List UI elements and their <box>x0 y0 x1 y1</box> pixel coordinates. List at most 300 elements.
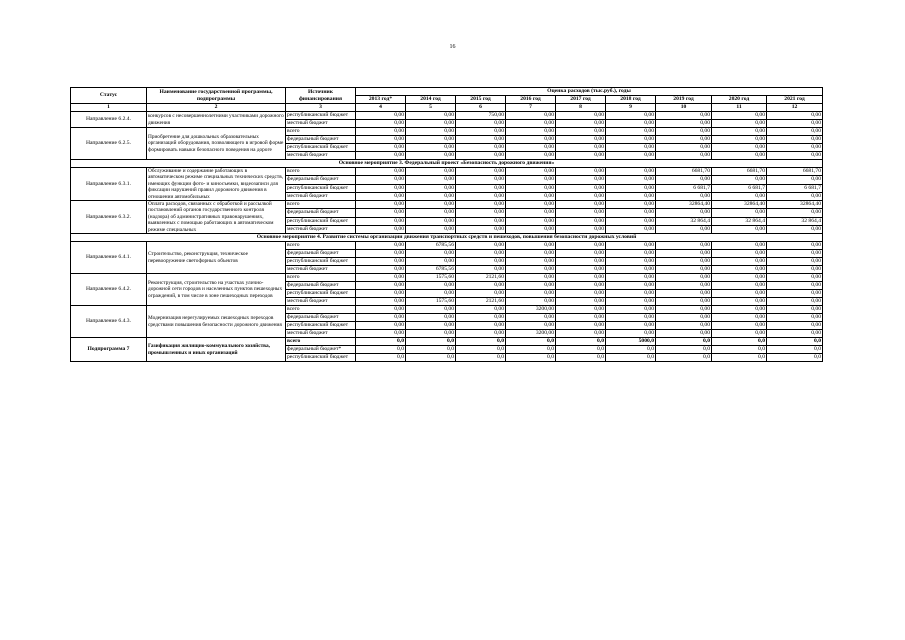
amount-cell: 0,00 <box>356 225 406 233</box>
column-number: 12 <box>767 104 823 112</box>
amount-cell: 0,00 <box>556 330 606 338</box>
amount-cell: 0,00 <box>606 282 656 290</box>
table-row <box>71 274 823 282</box>
amount-cell: 0,0 <box>656 346 712 354</box>
amount-cell: 0,00 <box>767 314 823 322</box>
amount-cell: 0,00 <box>356 112 406 120</box>
amount-cell: 0,00 <box>456 176 506 184</box>
amount-cell: 0,0 <box>456 338 506 346</box>
header-numbers-row <box>71 104 823 112</box>
amount-cell: 0,0 <box>656 338 712 346</box>
row-status: Направление 6.2.5. <box>71 128 147 160</box>
column-number: 1 <box>71 104 147 112</box>
amount-cell: 0,0 <box>456 346 506 354</box>
funding-source: всего <box>286 274 356 282</box>
amount-cell: 0,0 <box>606 346 656 354</box>
amount-cell: 0,00 <box>767 282 823 290</box>
amount-cell: 0,00 <box>606 112 656 120</box>
amount-cell: 0,00 <box>556 282 606 290</box>
amount-cell: 0,00 <box>656 242 712 250</box>
amount-cell: 0,00 <box>556 168 606 176</box>
amount-cell: 0,00 <box>556 306 606 314</box>
amount-cell: 0,00 <box>767 242 823 250</box>
amount-cell: 2121,60 <box>456 298 506 306</box>
amount-cell: 0,00 <box>656 136 712 144</box>
amount-cell: 0,00 <box>406 176 456 184</box>
amount-cell: 0,00 <box>712 192 767 200</box>
amount-cell: 0,00 <box>356 120 406 128</box>
amount-cell: 0,00 <box>656 314 712 322</box>
amount-cell: 0,00 <box>406 136 456 144</box>
funding-source: местный бюджет <box>286 152 356 160</box>
column-number: 3 <box>286 104 356 112</box>
amount-cell: 0,00 <box>556 136 606 144</box>
amount-cell: 0,00 <box>456 225 506 233</box>
amount-cell: 0,00 <box>606 192 656 200</box>
amount-cell: 0,00 <box>356 128 406 136</box>
funding-source: республиканский бюджет <box>286 112 356 120</box>
amount-cell: 0,0 <box>556 354 606 362</box>
column-number: 9 <box>606 104 656 112</box>
header-year: 2019 год <box>656 96 712 104</box>
amount-cell: 0,00 <box>406 322 456 330</box>
amount-cell: 0,00 <box>406 258 456 266</box>
amount-cell: 0,00 <box>712 225 767 233</box>
amount-cell: 0,00 <box>456 306 506 314</box>
amount-cell: 0,00 <box>712 258 767 266</box>
amount-cell: 0,0 <box>406 354 456 362</box>
amount-cell: 0,0 <box>506 354 556 362</box>
amount-cell: 32 864,4 <box>656 217 712 225</box>
amount-cell: 0,00 <box>656 290 712 298</box>
amount-cell: 0,00 <box>456 266 506 274</box>
amount-cell: 0,00 <box>456 128 506 136</box>
amount-cell: 750,00 <box>456 112 506 120</box>
amount-cell: 1575,60 <box>406 298 456 306</box>
funding-source: федеральный бюджет <box>286 176 356 184</box>
amount-cell: 0,00 <box>606 266 656 274</box>
amount-cell: 0,00 <box>656 192 712 200</box>
amount-cell: 32 864,4 <box>712 217 767 225</box>
amount-cell: 0,00 <box>606 201 656 209</box>
amount-cell: 0,00 <box>356 298 406 306</box>
amount-cell: 0,00 <box>506 209 556 217</box>
amount-cell: 0,00 <box>356 152 406 160</box>
amount-cell: 0,00 <box>356 290 406 298</box>
amount-cell: 2121,60 <box>456 274 506 282</box>
amount-cell: 0,00 <box>656 274 712 282</box>
amount-cell: 5000,0 <box>606 338 656 346</box>
amount-cell: 0,00 <box>712 176 767 184</box>
amount-cell: 0,00 <box>656 266 712 274</box>
amount-cell: 0,00 <box>656 152 712 160</box>
funding-source: федеральный бюджет <box>286 314 356 322</box>
amount-cell: 0,00 <box>356 314 406 322</box>
column-number: 7 <box>506 104 556 112</box>
amount-cell: 0,00 <box>406 201 456 209</box>
header-estimate: Оценка расходов (тыс.руб.), годы <box>356 88 823 96</box>
amount-cell: 0,00 <box>656 176 712 184</box>
amount-cell: 0,00 <box>456 330 506 338</box>
amount-cell: 0,0 <box>767 338 823 346</box>
amount-cell: 0,00 <box>656 330 712 338</box>
funding-source: республиканский бюджет <box>286 184 356 192</box>
amount-cell: 0,00 <box>456 136 506 144</box>
amount-cell: 6785,56 <box>406 266 456 274</box>
amount-cell: 0,00 <box>456 290 506 298</box>
amount-cell: 0,00 <box>406 306 456 314</box>
amount-cell: 0,00 <box>606 322 656 330</box>
funding-source: всего <box>286 338 356 346</box>
funding-source: федеральный бюджет <box>286 282 356 290</box>
amount-cell: 0,00 <box>606 258 656 266</box>
amount-cell: 0,00 <box>656 209 712 217</box>
amount-cell: 0,00 <box>356 168 406 176</box>
amount-cell: 0,00 <box>656 282 712 290</box>
amount-cell: 0,00 <box>506 136 556 144</box>
row-status: Направление 6.4.2. <box>71 274 147 306</box>
header-year: 2015 год <box>456 96 506 104</box>
amount-cell: 0,00 <box>712 330 767 338</box>
amount-cell: 0,00 <box>406 314 456 322</box>
amount-cell: 0,00 <box>456 217 506 225</box>
amount-cell: 0,00 <box>556 242 606 250</box>
amount-cell: 0,00 <box>356 192 406 200</box>
amount-cell: 0,00 <box>606 120 656 128</box>
amount-cell: 0,00 <box>456 314 506 322</box>
amount-cell: 0,00 <box>556 120 606 128</box>
amount-cell: 0,00 <box>556 201 606 209</box>
amount-cell: 0,00 <box>456 152 506 160</box>
amount-cell: 0,00 <box>506 192 556 200</box>
row-status: Направление 6.4.3. <box>71 306 147 338</box>
header-row <box>71 88 823 96</box>
header-year: 2020 год <box>712 96 767 104</box>
row-program: Оплата расходов, связанных с обработкой и рассылкой постановлений органов государственного контроля (надзора) об административных правонарушениях, выявленных с помощью работающих в автоматическом режиме специальных <box>147 201 286 234</box>
table-row <box>71 338 823 346</box>
amount-cell: 0,00 <box>356 209 406 217</box>
amount-cell: 0,00 <box>767 128 823 136</box>
amount-cell: 0,00 <box>712 144 767 152</box>
amount-cell: 0,00 <box>556 290 606 298</box>
amount-cell: 0,00 <box>406 282 456 290</box>
page-number: 16 <box>449 44 456 50</box>
amount-cell: 0,00 <box>712 298 767 306</box>
amount-cell: 0,00 <box>712 266 767 274</box>
amount-cell: 0,0 <box>712 338 767 346</box>
section-row <box>71 160 823 168</box>
amount-cell: 0,00 <box>767 112 823 120</box>
amount-cell: 0,00 <box>606 250 656 258</box>
amount-cell: 0,00 <box>767 152 823 160</box>
amount-cell: 3200,00 <box>506 306 556 314</box>
row-status: Подпрограмма 7 <box>71 338 147 362</box>
funding-source: всего <box>286 128 356 136</box>
funding-source: местный бюджет <box>286 266 356 274</box>
amount-cell: 0,00 <box>556 266 606 274</box>
funding-source: местный бюджет <box>286 330 356 338</box>
amount-cell: 0,00 <box>506 152 556 160</box>
amount-cell: 0,00 <box>406 168 456 176</box>
amount-cell: 0,00 <box>406 330 456 338</box>
amount-cell: 6 681,7 <box>712 184 767 192</box>
amount-cell: 0,00 <box>767 136 823 144</box>
funding-source: местный бюджет <box>286 298 356 306</box>
funding-source: республиканский бюджет <box>286 144 356 152</box>
amount-cell: 6681,70 <box>767 168 823 176</box>
amount-cell: 0,00 <box>656 112 712 120</box>
amount-cell: 0,00 <box>767 250 823 258</box>
row-status: Направление 6.3.1. <box>71 168 147 201</box>
amount-cell: 0,00 <box>506 217 556 225</box>
funding-source: республиканский бюджет <box>286 290 356 298</box>
header-year: 2017 год <box>556 96 606 104</box>
amount-cell: 32864,40 <box>767 201 823 209</box>
amount-cell: 0,00 <box>506 225 556 233</box>
amount-cell: 32 864,4 <box>767 217 823 225</box>
amount-cell: 0,00 <box>767 274 823 282</box>
amount-cell: 0,00 <box>606 176 656 184</box>
amount-cell: 0,00 <box>556 176 606 184</box>
amount-cell: 0,00 <box>406 184 456 192</box>
amount-cell: 0,00 <box>556 152 606 160</box>
funding-source: республиканский бюджет <box>286 322 356 330</box>
amount-cell: 0,00 <box>656 258 712 266</box>
amount-cell: 0,00 <box>456 258 506 266</box>
table-row <box>71 242 823 250</box>
amount-cell: 0,00 <box>406 120 456 128</box>
amount-cell: 0,00 <box>456 250 506 258</box>
amount-cell: 0,00 <box>712 152 767 160</box>
amount-cell: 0,00 <box>556 184 606 192</box>
row-program: Обслуживание и содержание работающих в автоматическом режиме специальных технических средств, имеющих функции фото- и киносъемки, видеозаписи для фиксации нарушений правил дорожного движения в отношении автомобильных <box>147 168 286 201</box>
amount-cell: 0,00 <box>456 209 506 217</box>
row-program: Газификация жилищно-коммунального хозяйства, промышленных и иных организаций <box>147 338 286 362</box>
column-number: 8 <box>556 104 606 112</box>
amount-cell: 0,00 <box>456 192 506 200</box>
amount-cell: 0,00 <box>506 184 556 192</box>
amount-cell: 0,00 <box>356 144 406 152</box>
amount-cell: 0,00 <box>712 120 767 128</box>
amount-cell: 0,00 <box>506 168 556 176</box>
amount-cell: 0,00 <box>767 120 823 128</box>
row-program: Строительство, реконструкция, техническое перевооружение светофорных объектов <box>147 242 286 274</box>
row-program: Приобретение для дошкольных образовательных организаций оборудования, позволяющего в игровой форме формировать навыки безопасного поведения на дороге <box>147 128 286 160</box>
amount-cell: 0,0 <box>456 354 506 362</box>
amount-cell: 0,00 <box>767 330 823 338</box>
amount-cell: 0,00 <box>356 266 406 274</box>
amount-cell: 0,00 <box>556 258 606 266</box>
amount-cell: 0,00 <box>356 258 406 266</box>
amount-cell: 0,00 <box>556 192 606 200</box>
section-row <box>71 234 823 242</box>
amount-cell: 0,00 <box>712 274 767 282</box>
amount-cell: 0,00 <box>356 242 406 250</box>
amount-cell: 0,00 <box>556 274 606 282</box>
amount-cell: 0,00 <box>506 282 556 290</box>
amount-cell: 0,0 <box>656 354 712 362</box>
amount-cell: 0,0 <box>356 346 406 354</box>
header-status: Статус <box>71 88 147 104</box>
amount-cell: 0,00 <box>606 242 656 250</box>
amount-cell: 0,00 <box>506 176 556 184</box>
amount-cell: 0,0 <box>767 346 823 354</box>
amount-cell: 0,0 <box>556 346 606 354</box>
amount-cell: 0,00 <box>456 144 506 152</box>
amount-cell: 0,00 <box>506 112 556 120</box>
funding-source: республиканский бюджет <box>286 354 356 362</box>
amount-cell: 0,00 <box>712 112 767 120</box>
amount-cell: 0,00 <box>506 201 556 209</box>
amount-cell: 0,00 <box>606 184 656 192</box>
amount-cell: 0,00 <box>767 290 823 298</box>
amount-cell: 0,00 <box>556 225 606 233</box>
header-program: Наименование государственной программы, подпрограммы <box>147 88 286 104</box>
amount-cell: 0,00 <box>656 128 712 136</box>
amount-cell: 0,0 <box>767 354 823 362</box>
amount-cell: 0,0 <box>356 354 406 362</box>
amount-cell: 0,00 <box>356 330 406 338</box>
amount-cell: 6681,70 <box>656 168 712 176</box>
amount-cell: 0,00 <box>606 290 656 298</box>
amount-cell: 0,00 <box>656 225 712 233</box>
table-row <box>71 112 823 120</box>
amount-cell: 0,00 <box>556 217 606 225</box>
amount-cell: 0,00 <box>456 201 506 209</box>
table-row <box>71 168 823 176</box>
amount-cell: 6785,56 <box>406 242 456 250</box>
amount-cell: 0,00 <box>656 298 712 306</box>
funding-source: всего <box>286 306 356 314</box>
amount-cell: 0,00 <box>356 250 406 258</box>
amount-cell: 0,00 <box>506 128 556 136</box>
header-year: 2021 год <box>767 96 823 104</box>
amount-cell: 0,00 <box>456 322 506 330</box>
amount-cell: 0,00 <box>356 274 406 282</box>
amount-cell: 0,00 <box>406 152 456 160</box>
amount-cell: 0,00 <box>712 314 767 322</box>
amount-cell: 0,00 <box>606 217 656 225</box>
amount-cell: 0,00 <box>712 136 767 144</box>
amount-cell: 0,00 <box>712 322 767 330</box>
amount-cell: 0,00 <box>767 176 823 184</box>
amount-cell: 0,00 <box>406 112 456 120</box>
row-program: конкурсов с несовершеннолетними участниками дорожного движения <box>148 113 284 126</box>
amount-cell: 0,00 <box>356 306 406 314</box>
amount-cell: 0,00 <box>712 282 767 290</box>
funding-source: республиканский бюджет <box>286 258 356 266</box>
header-year: 2018 год <box>606 96 656 104</box>
amount-cell: 0,00 <box>556 298 606 306</box>
header-year: 2014 год <box>406 96 456 104</box>
amount-cell: 0,00 <box>712 242 767 250</box>
amount-cell: 0,00 <box>656 250 712 258</box>
amount-cell: 0,00 <box>406 290 456 298</box>
amount-cell: 0,00 <box>556 322 606 330</box>
amount-cell: 0,00 <box>456 168 506 176</box>
row-status: Направление 6.4.1. <box>71 242 147 274</box>
budget-table <box>70 87 823 362</box>
funding-source: федеральный бюджет <box>286 250 356 258</box>
column-number: 2 <box>147 104 286 112</box>
amount-cell: 0,00 <box>606 128 656 136</box>
row-program: Реконструкция, строительство на участках улично-дорожной сети городов и населенных пунктов пешеходных ограждений, в том числе в зоне пешеходных переходов <box>147 274 286 306</box>
column-number: 10 <box>656 104 712 112</box>
amount-cell: 0,00 <box>767 306 823 314</box>
amount-cell: 0,00 <box>656 306 712 314</box>
header-source: Источник финансирования <box>286 88 356 104</box>
amount-cell: 0,00 <box>606 168 656 176</box>
amount-cell: 0,0 <box>712 354 767 362</box>
amount-cell: 0,00 <box>506 144 556 152</box>
amount-cell: 0,0 <box>606 354 656 362</box>
amount-cell: 0,00 <box>712 290 767 298</box>
amount-cell: 0,00 <box>712 250 767 258</box>
funding-source: федеральный бюджет <box>286 136 356 144</box>
table-row <box>71 201 823 209</box>
amount-cell: 0,00 <box>356 201 406 209</box>
amount-cell: 0,0 <box>406 346 456 354</box>
amount-cell: 0,00 <box>606 314 656 322</box>
amount-cell: 0,00 <box>356 136 406 144</box>
amount-cell: 0,00 <box>767 192 823 200</box>
amount-cell: 3200,00 <box>506 330 556 338</box>
amount-cell: 0,00 <box>656 120 712 128</box>
column-number: 11 <box>712 104 767 112</box>
amount-cell: 0,00 <box>556 144 606 152</box>
funding-source: всего <box>286 168 356 176</box>
amount-cell: 0,00 <box>767 144 823 152</box>
amount-cell: 1575,60 <box>406 274 456 282</box>
amount-cell: 0,00 <box>456 120 506 128</box>
amount-cell: 0,0 <box>556 338 606 346</box>
amount-cell: 32864,40 <box>712 201 767 209</box>
funding-source: местный бюджет <box>286 120 356 128</box>
amount-cell: 0,00 <box>506 274 556 282</box>
amount-cell: 0,00 <box>456 282 506 290</box>
amount-cell: 0,00 <box>606 136 656 144</box>
amount-cell: 0,00 <box>506 266 556 274</box>
amount-cell: 0,0 <box>712 346 767 354</box>
amount-cell: 0,00 <box>406 250 456 258</box>
amount-cell: 0,00 <box>606 298 656 306</box>
amount-cell: 0,0 <box>506 346 556 354</box>
funding-source: всего <box>286 201 356 209</box>
amount-cell: 0,00 <box>767 298 823 306</box>
amount-cell: 0,00 <box>606 274 656 282</box>
table-row <box>71 306 823 314</box>
amount-cell: 0,00 <box>556 314 606 322</box>
amount-cell: 0,00 <box>656 322 712 330</box>
section-title: Основное мероприятие 3. Федеральный проект «Безопасность дорожного движения» <box>71 160 823 168</box>
amount-cell: 0,00 <box>406 128 456 136</box>
amount-cell: 0,00 <box>767 258 823 266</box>
header-year: 2016 год <box>506 96 556 104</box>
column-number: 4 <box>356 104 406 112</box>
amount-cell: 0,00 <box>606 209 656 217</box>
header-year: 2013 год* <box>356 96 406 104</box>
funding-source: федеральный бюджет <box>286 209 356 217</box>
amount-cell: 6 681,7 <box>767 184 823 192</box>
amount-cell: 0,00 <box>506 250 556 258</box>
amount-cell: 0,00 <box>406 217 456 225</box>
amount-cell: 0,0 <box>406 338 456 346</box>
amount-cell: 0,00 <box>712 209 767 217</box>
amount-cell: 0,00 <box>506 120 556 128</box>
amount-cell: 0,00 <box>556 250 606 258</box>
amount-cell: 6 681,7 <box>656 184 712 192</box>
funding-source: республиканский бюджет <box>286 217 356 225</box>
